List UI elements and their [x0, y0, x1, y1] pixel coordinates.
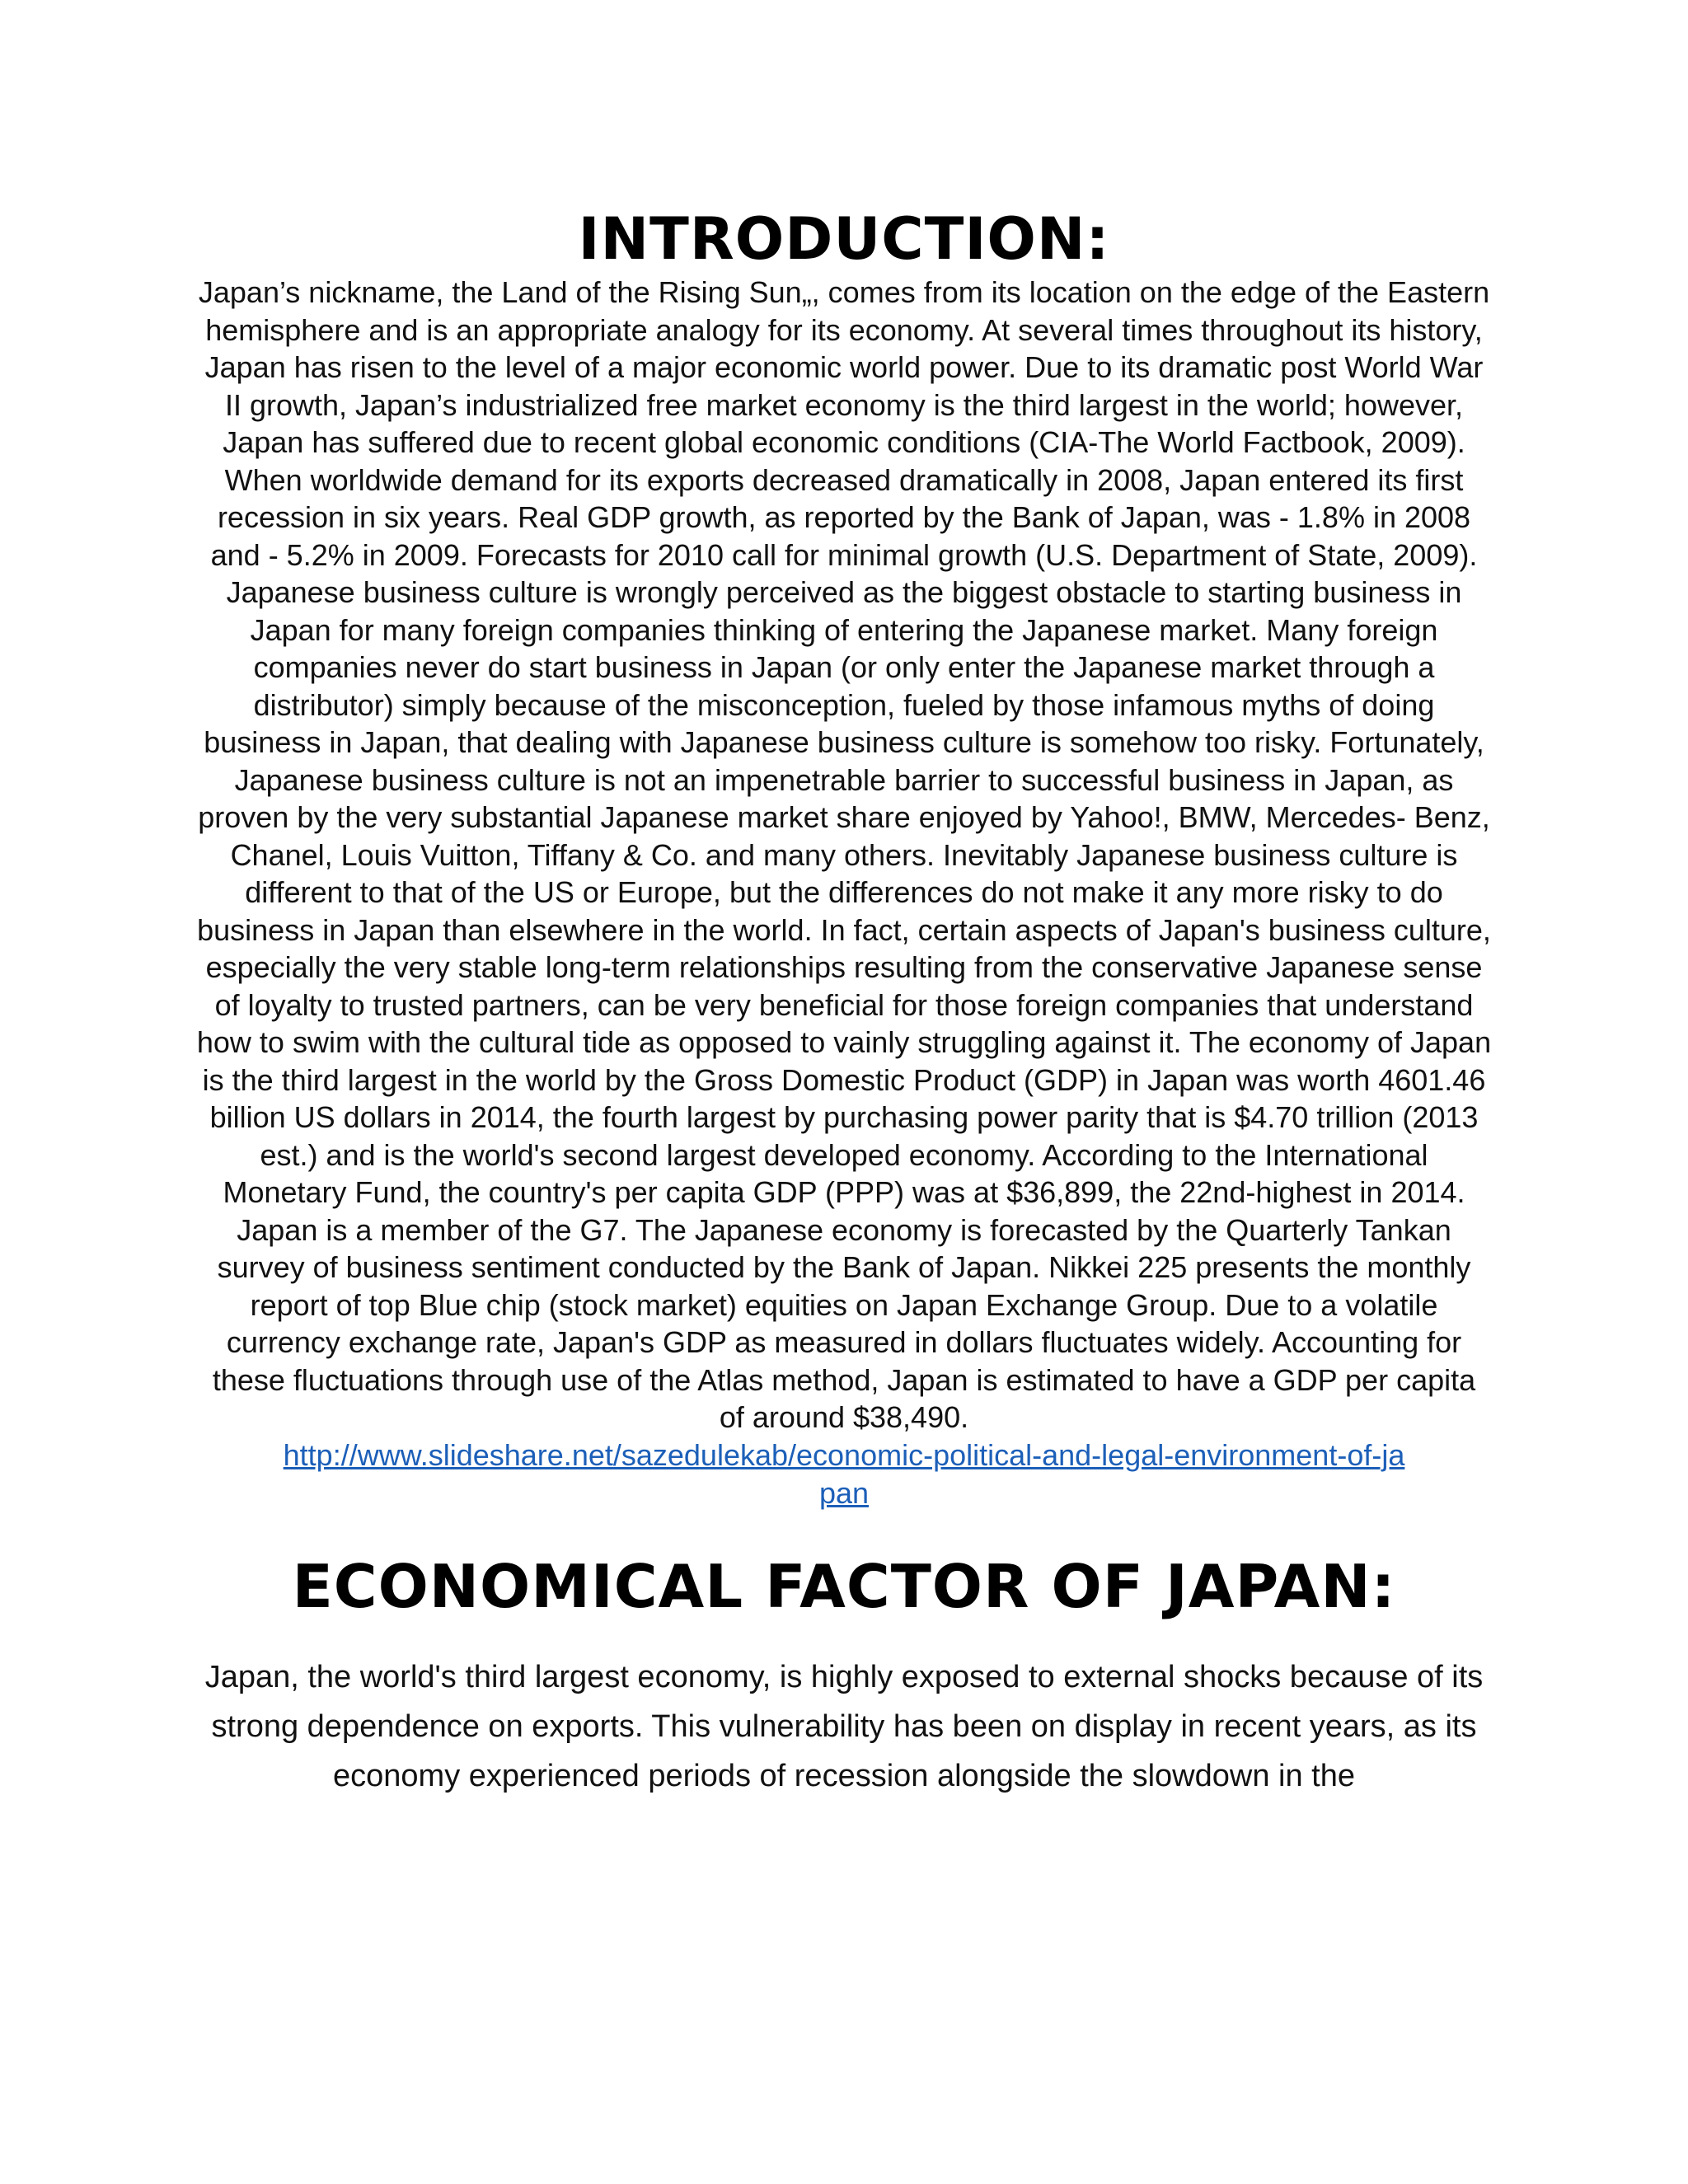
introduction-heading: INTRODUCTION:	[578, 205, 1110, 273]
page-content	[190, 204, 1498, 1801]
introduction-paragraph: Japan’s nickname, the Land of the Rising Sun„, comes from its location on the edge of the Eastern hemisphere and is an appropriate analogy for its economy. At several times throughout its history, Japan has risen to the level of a major economic world power. Due to its dramatic post World War II growth, Japan’s industrialized free market economy is the third largest in the world; however, Japan has suffered due to recent global economic conditions (CIA-The World Factbook, 2009). When worldwide demand for its exports decreased dramatically in 2008, Japan entered its first recession in six years. Real GDP growth, as reported by the Bank of Japan, was - 1.8% in 2008 and - 5.2% in 2009. Forecasts for 2010 call for minimal growth (U.S. Department of State, 2009). Japanese business culture is wrongly perceived as the biggest obstacle to starting business in Japan for many foreign companies thinking of entering the Japanese market. Many foreign companies never do start business in Japan (or only enter the Japanese market through a distributor) simply because of the misconception, fueled by those infamous myths of doing business in Japan, that dealing with Japanese business culture is somehow too risky. Fortunately, Japanese business culture is not an impenetrable barrier to successful business in Japan, as proven by the very substantial Japanese market share enjoyed by Yahoo!, BMW, Mercedes- Benz, Chanel, Louis Vuitton, Tiffany & Co. and many others. Inevitably Japanese business culture is different to that of the US or Europe, but the differences do not make it any more risky to do business in Japan than elsewhere in the world. In fact, certain aspects of Japan's business culture, especially the very stable long-term relationships resulting from the conservative Japanese sense of loyalty to trusted partners, can be very beneficial for those foreign companies that understand how to swim with the cultural tide as opposed to vainly struggling against it. The economy of Japan is the third largest in the world by the Gross Domestic Product (GDP) in Japan was worth 4601.46 billion US dollars in 2014, the fourth largest by purchasing power parity that is $4.70 trillion (2013 est.) and is the world's second largest developed economy. According to the International Monetary Fund, the country's per capita GDP (PPP) was at $36,899, the 22nd-highest in 2014. Japan is a member of the G7. The Japanese economy is forecasted by the Quarterly Tankan survey of business sentiment conducted by the Bank of Japan. Nikkei 225 presents the monthly report of top Blue chip (stock market) equities on Japan Exchange Group. Due to a volatile currency exchange rate, Japan's GDP as measured in dollars fluctuates widely. Accounting for these fluctuations through use of the Atlas method, Japan is estimated to have a GDP per capita of around $38,490.	[196, 275, 1492, 1434]
economical-factor-paragraph: Japan, the world's third largest economy, is highly exposed to external shocks because of its strong dependence on exports. This vulnerability has been on display in recent years, as its economy experienced periods of recession alongside the slowdown in the	[204, 1659, 1484, 1793]
economical-factor-heading: ECONOMICAL FACTOR OF JAPAN:	[292, 1551, 1396, 1621]
source-link[interactable]: http://www.slideshare.net/sazedulekab/economic-political-and-legal-environment-of-japan	[283, 1437, 1405, 1510]
